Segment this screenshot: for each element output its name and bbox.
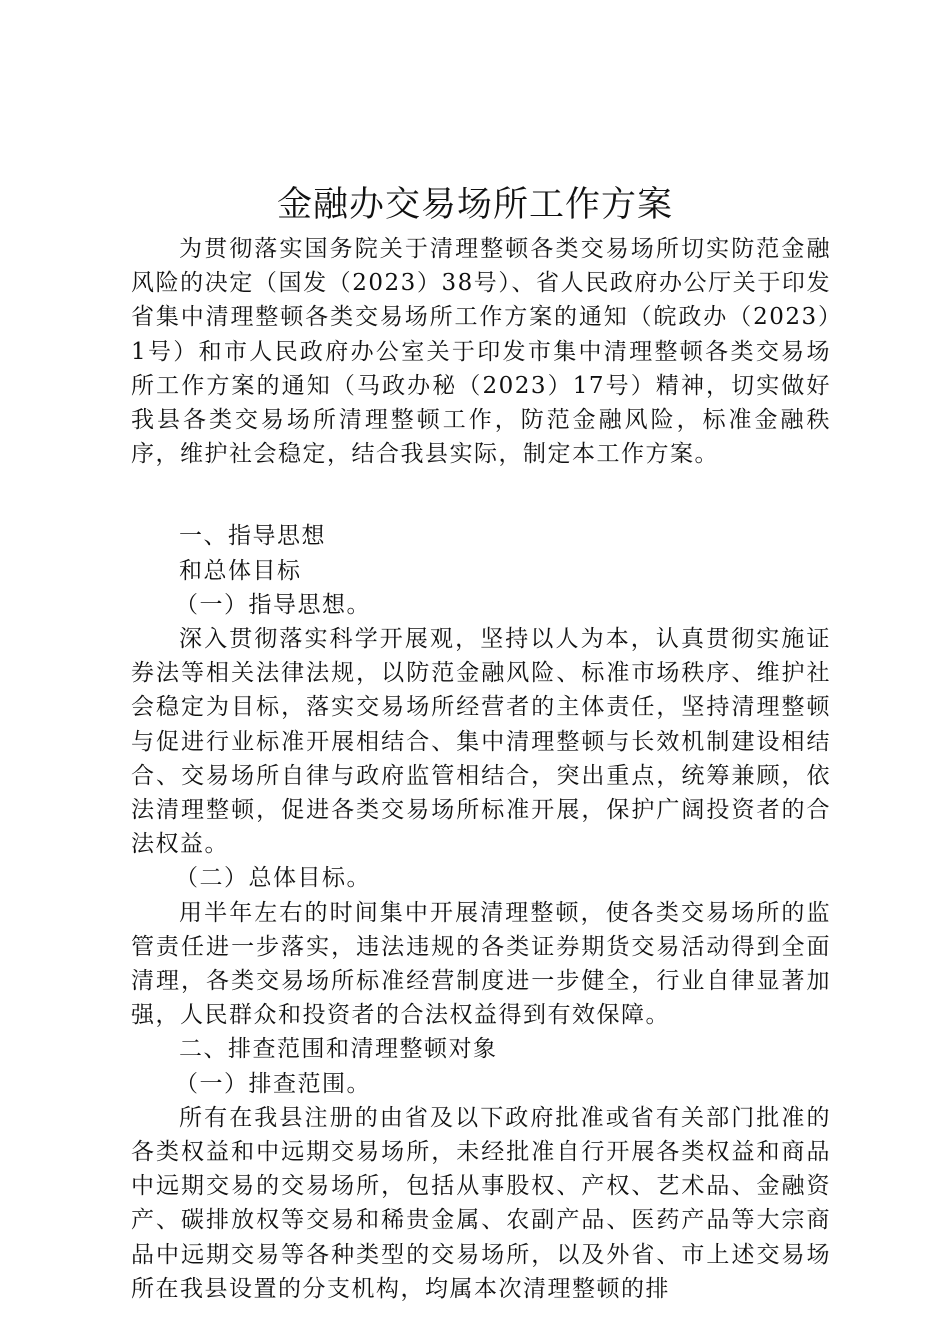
section2-heading: 二、排查范围和清理整顿对象: [179, 1036, 498, 1063]
subsection2-1-heading: （一）排查范围。: [175, 1070, 371, 1097]
document-body: [131, 232, 831, 1306]
subsection1-2-paragraph: 用半年左右的时间集中开展清理整顿，使各类交易场所的监管责任进一步落实，违法违规的各类证券期货交易活动得到全面清理，各类交易场所标准经营制度进一步健全，行业自律显著加强，人民群众和投资者的合法权益得到有效保障。: [131, 899, 831, 1029]
subsection2-1-paragraph: 所有在我县注册的由省及以下政府批准或省有关部门批准的各类权益和中远期交易场所，未经批准自行开展各类权益和商品中远期交易的交易场所，包括从事股权、产权、艺术品、金融资产、碳排放权等交易和稀贵金属、农副产品、医药产品等大宗商品中远期交易等各种类型的交易场所，以及外省、市上述交易场所在我县设置的分支机构，均属本次清理整顿的排: [131, 1104, 831, 1302]
paragraph-gap: [131, 471, 831, 519]
section1-heading: 一、指导思想: [179, 523, 326, 550]
subsection1-1-heading: （一）指导思想。: [175, 591, 371, 618]
section1-heading-continued: 和总体目标: [179, 557, 302, 584]
subsection1-1-paragraph: 深入贯彻落实科学开展观，坚持以人为本，认真贯彻实施证券法等相关法律法规，以防范金融风险、标准市场秩序、维护社会稳定为目标，落实交易场所经营者的主体责任，坚持清理整顿与促进行业标准开展相结合、集中清理整顿与长效机制建设相结合、交易场所自律与政府监管相结合，突出重点，统筹兼顾，依法清理整顿，促进各类交易场所标准开展，保护广阔投资者的合法权益。: [131, 626, 831, 858]
document-title: 金融办交易场所工作方案: [276, 185, 673, 225]
subsection1-2-heading: （二）总体目标。: [175, 865, 371, 892]
intro-paragraph: 为贯彻落实国务院关于清理整顿各类交易场所切实防范金融风险的决定（国发（2023）38号）、省人民政府办公厅关于印发省集中清理整顿各类交易场所工作方案的通知（皖政办（2023）1号）和市人民政府办公室关于印发市集中清理整顿各类交易场所工作方案的通知（马政办秘（2023）17号）精神，切实做好我县各类交易场所清理整顿工作，防范金融风险，标准金融秩序，维护社会稳定，结合我县实际，制定本工作方案。: [131, 236, 831, 468]
